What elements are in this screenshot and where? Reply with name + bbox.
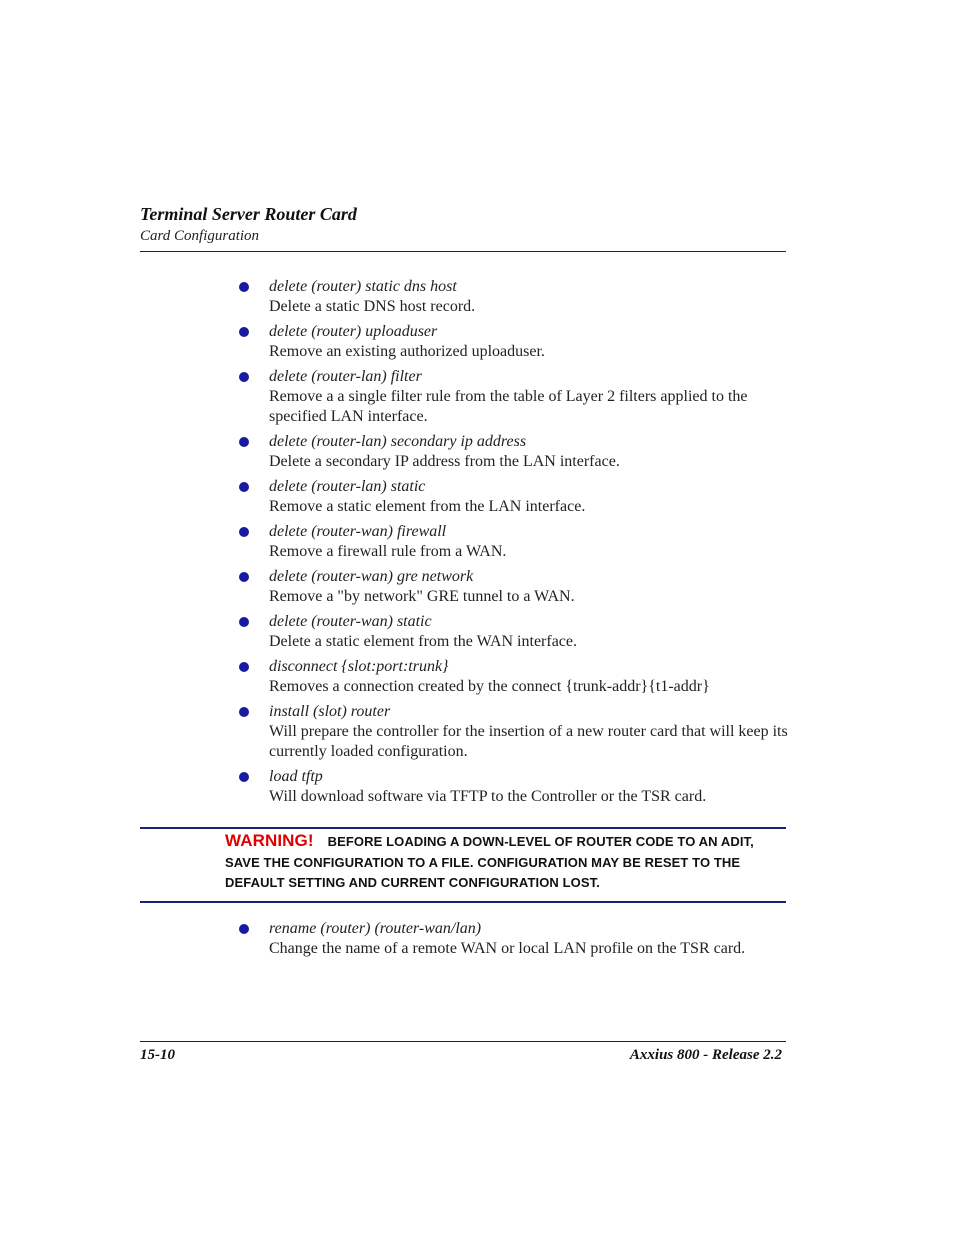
page-header-title: Terminal Server Router Card: [140, 204, 357, 224]
command-name: delete (router-wan) static: [269, 613, 432, 630]
command-name: disconnect {slot:port:trunk}: [269, 658, 449, 675]
command-list: [238, 277, 798, 812]
command-description: Removes a connection created by the connect {trunk-addr}{t1-addr}: [269, 678, 710, 695]
list-item: [238, 767, 798, 807]
list-item: [238, 432, 798, 472]
bullet-icon: [239, 617, 249, 627]
bullet-icon: [239, 282, 249, 292]
bullet-icon: [239, 527, 249, 537]
list-item: [238, 612, 798, 652]
command-description: Change the name of a remote WAN or local LAN profile on the TSR card.: [269, 940, 746, 957]
command-description: Remove a a single filter rule from the table of Layer 2 filters applied to the specified LAN interface.: [269, 388, 748, 425]
warning-bottom-rule: [140, 901, 786, 903]
command-description: Remove an existing authorized uploaduser.: [269, 343, 545, 360]
command-name: delete (router-lan) secondary ip address: [269, 433, 527, 450]
list-item: [238, 522, 798, 562]
header-divider: [140, 251, 786, 252]
warning-label: WARNING!: [225, 831, 314, 850]
list-item: [238, 322, 798, 362]
bullet-icon: [239, 437, 249, 447]
command-name: delete (router-wan) firewall: [269, 523, 447, 540]
list-item: [238, 477, 798, 517]
command-name: load tftp: [269, 768, 323, 785]
bullet-icon: [239, 372, 249, 382]
list-item: [238, 919, 798, 959]
command-name: install (slot) router: [269, 703, 391, 720]
list-item: [238, 702, 798, 762]
bullet-icon: [239, 572, 249, 582]
product-release: Axxius 800 - Release 2.2: [629, 1047, 782, 1063]
warning-box: [225, 831, 790, 894]
command-name: delete (router-lan) filter: [269, 368, 422, 385]
list-item: [238, 277, 798, 317]
list-item: [238, 657, 798, 697]
footer-divider: [140, 1041, 786, 1042]
bullet-icon: [239, 327, 249, 337]
command-description: Delete a secondary IP address from the LAN interface.: [269, 453, 620, 470]
bullet-icon: [239, 482, 249, 492]
list-item: [238, 567, 798, 607]
command-description: Will download software via TFTP to the Controller or the TSR card.: [269, 788, 707, 805]
command-description: Will prepare the controller for the insertion of a new router card that will keep its currently loaded configuration.: [269, 723, 788, 760]
bullet-icon: [239, 772, 249, 782]
command-list-2: [238, 919, 798, 964]
command-name: delete (router-wan) gre network: [269, 568, 474, 585]
bullet-icon: [239, 707, 249, 717]
command-description: Remove a firewall rule from a WAN.: [269, 543, 507, 560]
list-item: [238, 367, 798, 427]
command-name: delete (router) static dns host: [269, 278, 457, 295]
command-description: Delete a static DNS host record.: [269, 298, 476, 315]
command-name: rename (router) (router-wan/lan): [269, 920, 482, 937]
page-number: 15-10: [140, 1047, 175, 1063]
warning-top-rule: [140, 827, 786, 829]
bullet-icon: [239, 924, 249, 934]
command-description: Remove a static element from the LAN interface.: [269, 498, 586, 515]
bullet-icon: [239, 662, 249, 672]
command-name: delete (router-lan) static: [269, 478, 426, 495]
command-description: Remove a "by network" GRE tunnel to a WAN.: [269, 588, 575, 605]
warning-text: BEFORE LOADING A DOWN-LEVEL OF ROUTER CODE TO AN ADIT, SAVE THE CONFIGURATION TO A FILE. CONFIGURATION MAY BE RESET TO THE DEFAULT SETTING AND CURRENT CONFIGURATION LOST.: [225, 834, 754, 890]
command-description: Delete a static element from the WAN interface.: [269, 633, 578, 650]
page-header-subtitle: Card Configuration: [140, 228, 260, 244]
command-name: delete (router) uploaduser: [269, 323, 438, 340]
